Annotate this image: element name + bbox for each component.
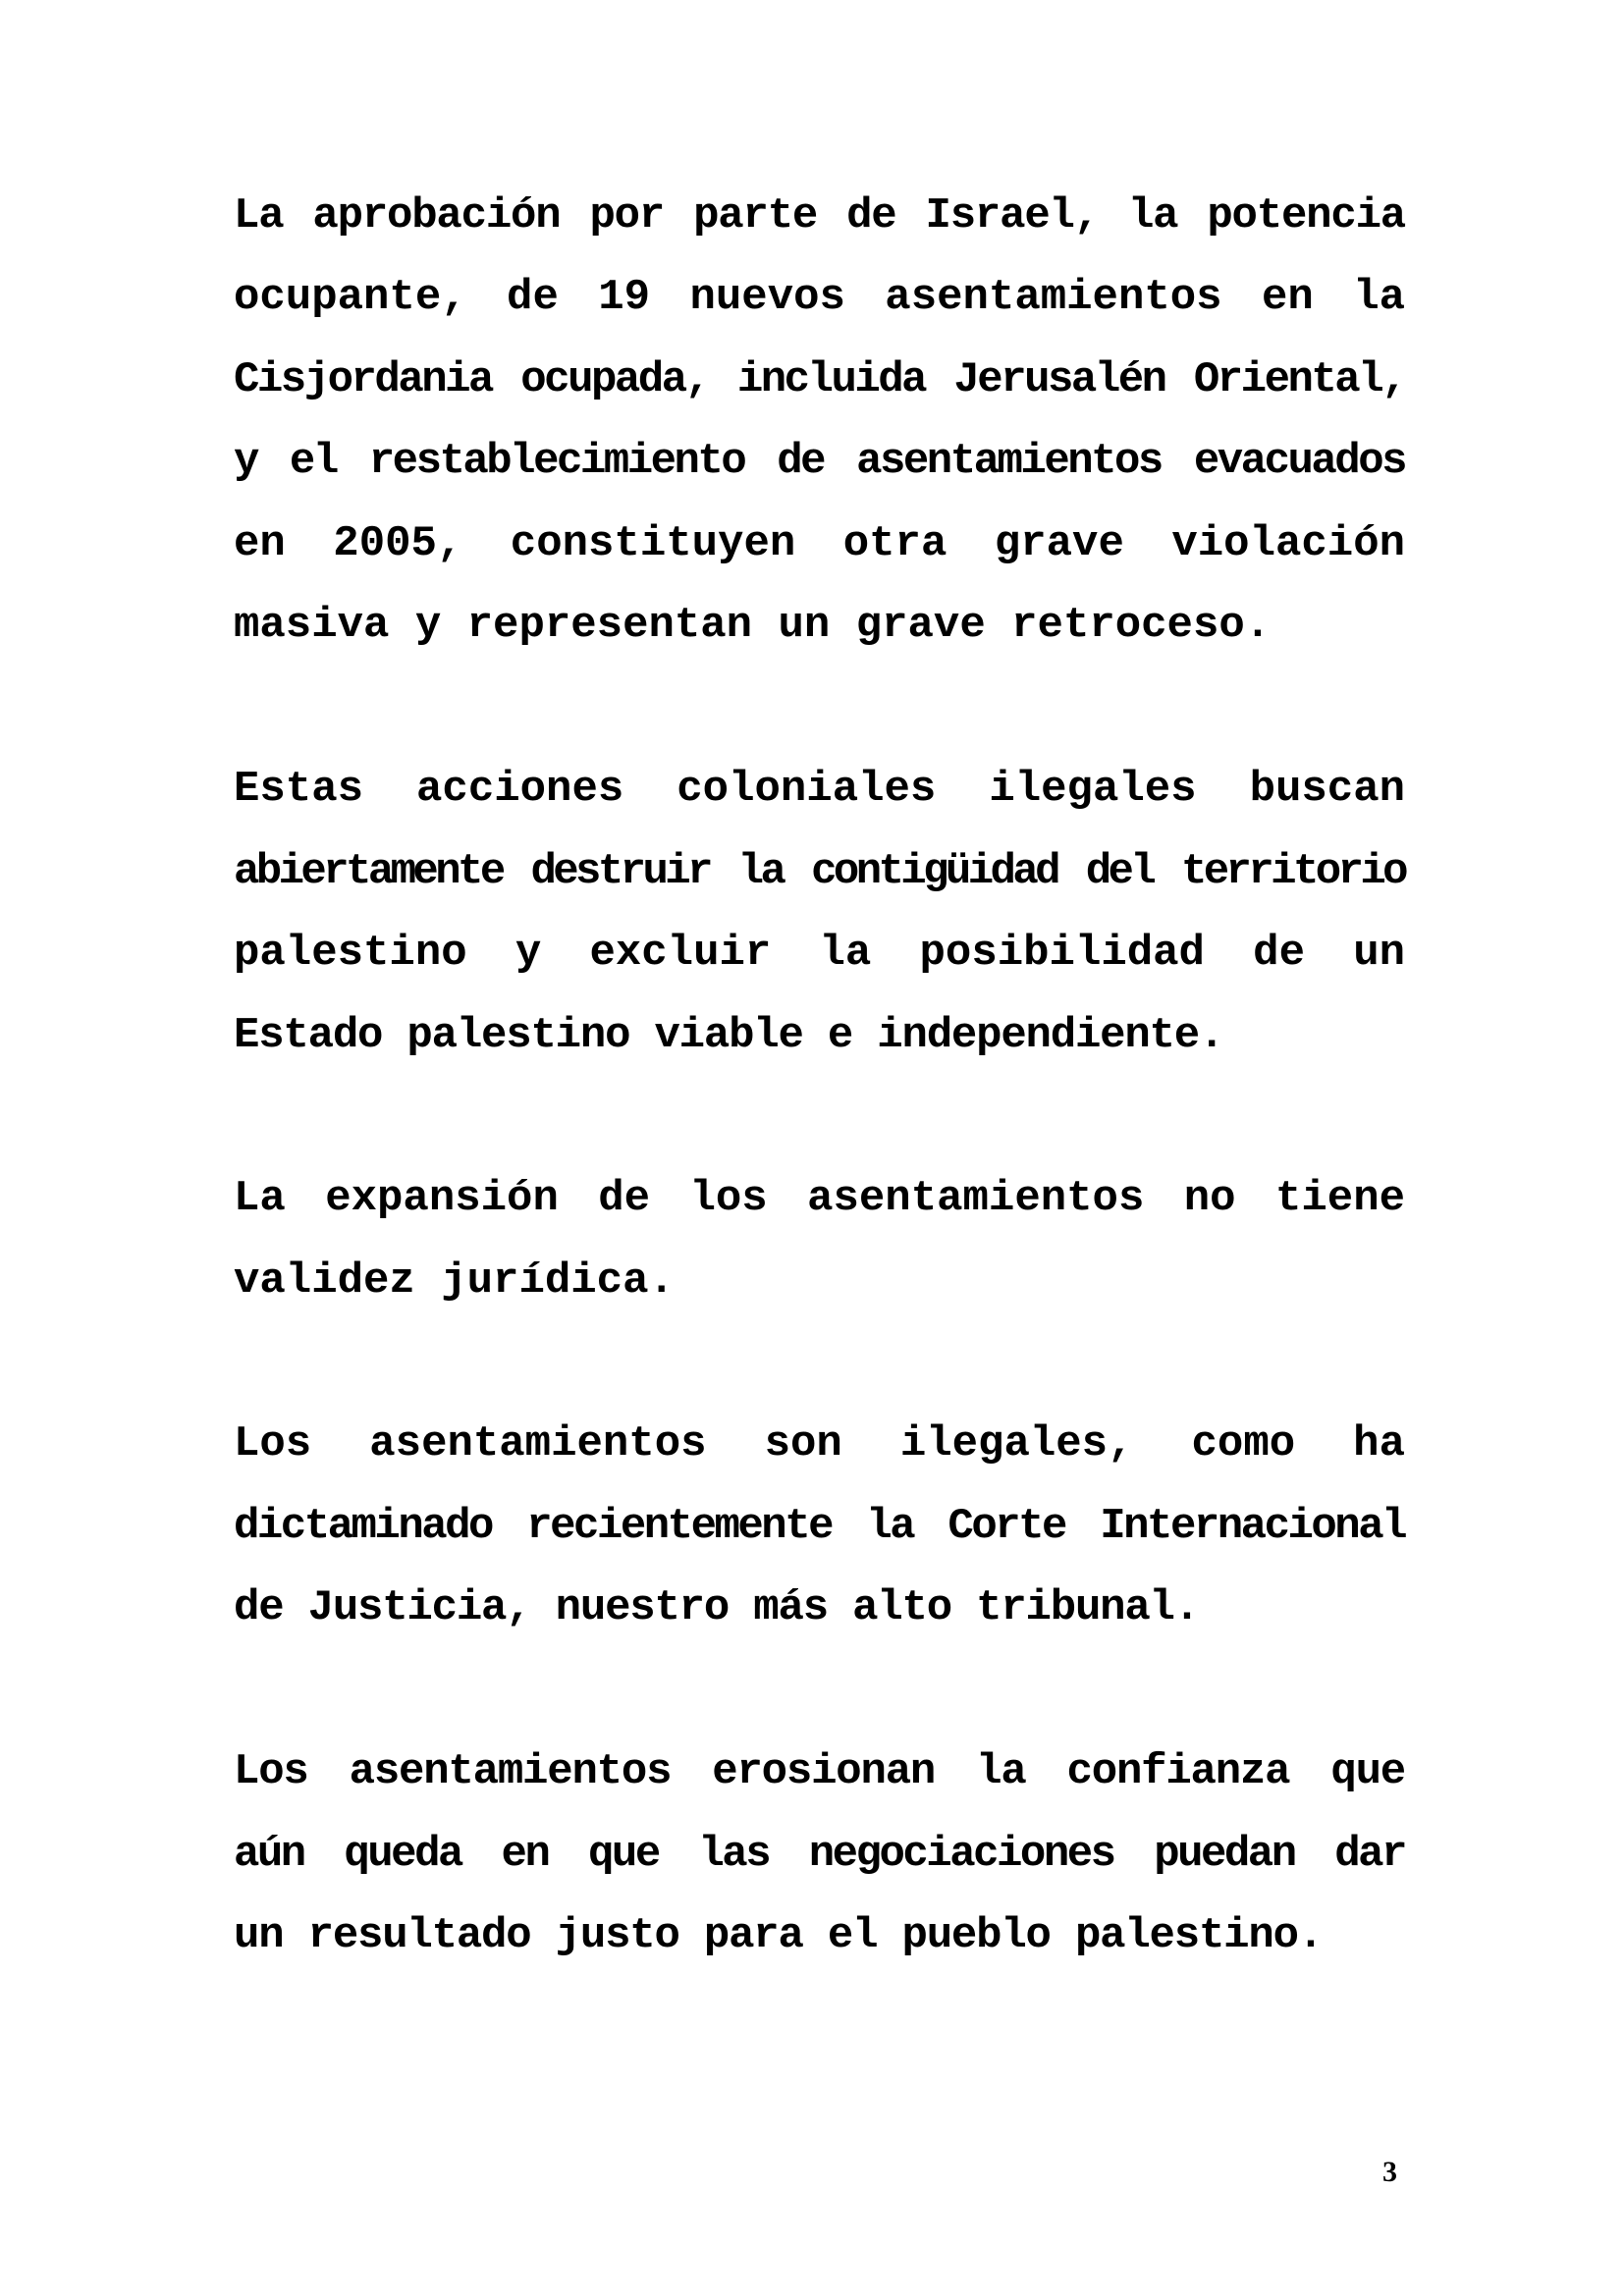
text-line: La aprobación por parte de Israel, la potencia: [234, 191, 1405, 240]
text-line: palestino y excluir la posibilidad de un: [234, 929, 1405, 978]
text-line: un resultado justo para el pueblo palestino.: [234, 1911, 1323, 1960]
text-line: Los asentamientos son ilegales, como ha: [234, 1419, 1405, 1468]
text-line: Estado palestino viable e independiente.: [234, 1011, 1224, 1060]
text-line: Cisjordania ocupada, incluida Jerusalén Oriental,: [234, 355, 1405, 404]
text-line: Estas acciones coloniales ilegales buscan: [234, 765, 1405, 814]
text-line: y el restablecimiento de asentamientos evacuados: [234, 437, 1405, 486]
text-line: La expansión de los asentamientos no tiene: [234, 1174, 1405, 1223]
text-line: Los asentamientos erosionan la confianza que: [234, 1747, 1405, 1796]
text-line: validez jurídica.: [234, 1256, 675, 1306]
text-line: de Justicia, nuestro más alto tribunal.: [234, 1583, 1199, 1632]
page-number: 3: [1382, 2156, 1397, 2188]
text-line: aún queda en que las negociaciones puedan dar: [234, 1830, 1405, 1879]
text-line: masiva y representan un grave retroceso.: [234, 601, 1272, 650]
text-line: ocupante, de 19 nuevos asentamientos en la: [234, 273, 1405, 322]
text-line: dictaminado recientemente la Corte Internacional: [234, 1502, 1405, 1551]
text-line: en 2005, constituyen otra grave violación: [234, 519, 1405, 568]
text-line: abiertamente destruir la contigüidad del territorio: [234, 847, 1405, 896]
